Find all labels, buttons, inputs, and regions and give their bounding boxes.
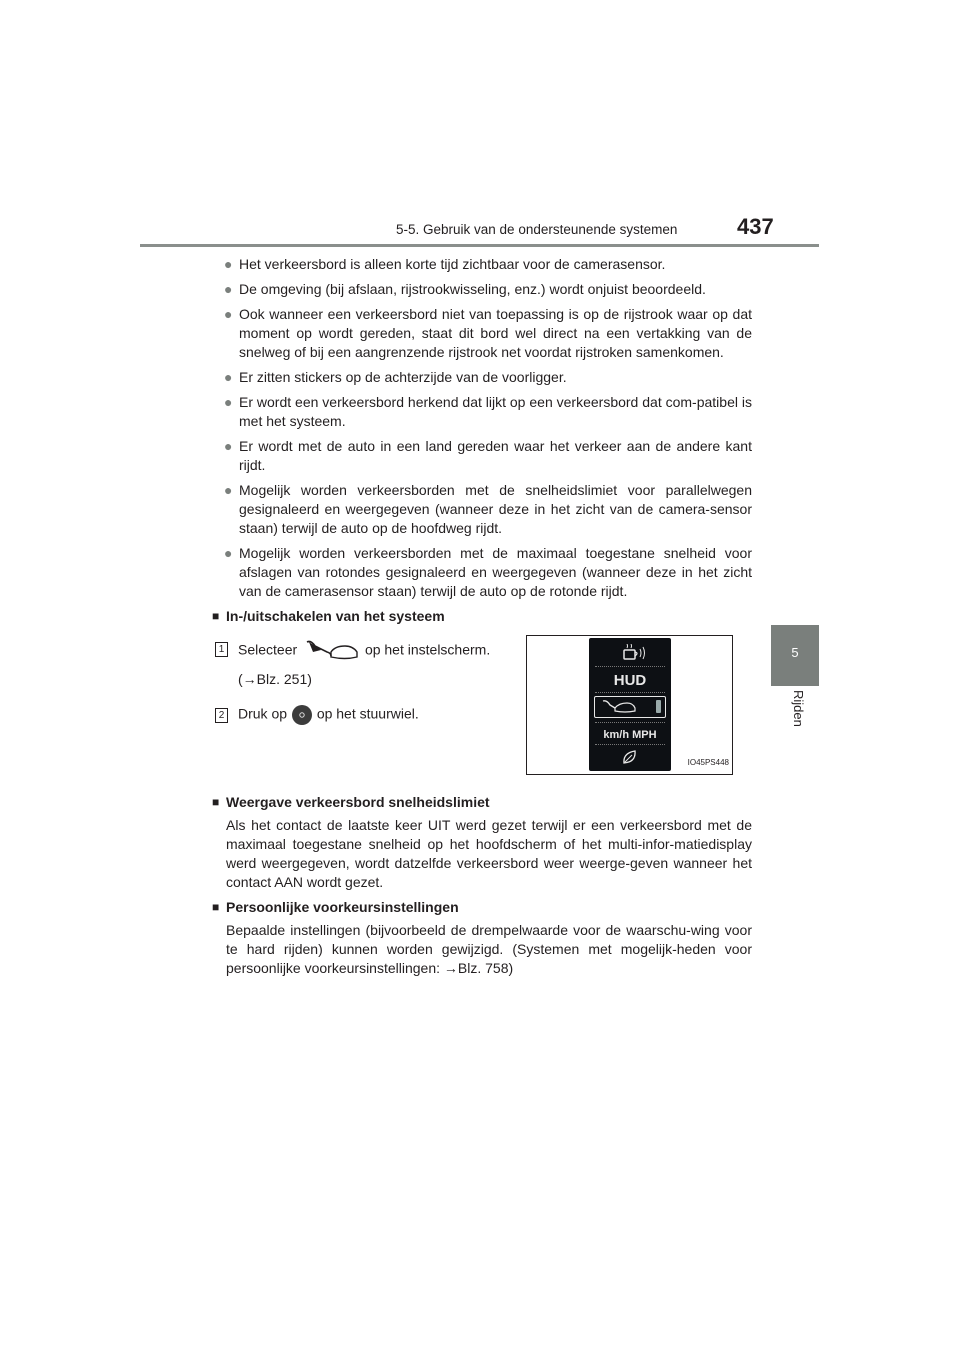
heading-text: In-/uitschakelen van het systeem [226, 608, 445, 624]
separator [595, 744, 665, 746]
section-prefs-text: Bepaalde instellingen (bijvoorbeeld de drempelwaarde voor de waarschu-wing voor te hard rijden) kunnen worden gewijzigd. (Systemen met mogelijk-heden voor persoonlijke voorkeursinstellingen: →Blz. 758) [226, 922, 752, 976]
bullet-text: Ook wanneer een verkeersbord niet van toepassing is op de rijstrook waar op dat moment op wordt gereden, staat dit bord wel direct na een vertakking van de snelweg of bij een aangrenzende rijstrook net voordat rijstroken samenkomen. [239, 306, 752, 360]
separator [595, 666, 665, 668]
chapter-label: Rijden [791, 690, 806, 727]
section-heading-onoff [212, 607, 752, 626]
car-settings-icon [301, 638, 361, 664]
section-heading-display [212, 793, 752, 812]
bullet-circle-icon: ● [224, 394, 233, 410]
bullet-text: Er zitten stickers op de achterzijde van de voorligger. [239, 369, 567, 385]
section-display-text: Als het contact de laatste keer UIT werd gezet terwijl er een verkeersbord met de maximaal toegestane snelheid op het hoofdscherm of het multi-infor-matiedisplay werd weergegeven, wordt datzelfde verkeersbord weer weerge-geven wanneer het contact AAN wordt gezet. [226, 817, 752, 890]
bullet-item [212, 437, 752, 475]
step-2-text [238, 704, 419, 726]
bullet-circle-icon: ● [224, 281, 233, 297]
main-content [212, 255, 752, 984]
steps-block [212, 630, 752, 790]
hud-label: HUD [613, 672, 647, 689]
bullet-text: De omgeving (bij afslaan, rijstrookwisseling, enz.) wordt onjuist beoordeeld. [239, 281, 706, 297]
bullet-circle-icon: ● [224, 482, 233, 498]
header-rule [140, 244, 819, 247]
section-heading-prefs [212, 898, 752, 917]
bullet-circle-icon: ● [224, 438, 233, 454]
chapter-tab [771, 625, 819, 686]
square-heading-icon: ■ [212, 795, 220, 809]
bullet-circle-icon: ● [224, 306, 233, 322]
bullet-text: Het verkeersbord is alleen korte tijd zichtbaar voor de camerasensor. [239, 256, 666, 272]
steering-button-icon [291, 704, 313, 726]
bullet-list [212, 255, 752, 601]
units-label: km/h MPH [603, 729, 657, 741]
step-1-pre: Selecteer [238, 641, 298, 658]
bullet-text: Mogelijk worden verkeersborden met de maximaal toegestane snelheid voor afslagen van rotondes gesignaleerd en weergegeven (wanneer deze in het zicht van de camerasensor staan) terwijl de auto op de rotonde rijdt. [239, 545, 752, 599]
bullet-circle-icon: ● [224, 256, 233, 272]
separator [595, 722, 665, 724]
bullet-item [212, 481, 752, 538]
step-2-number: 2 [215, 708, 228, 723]
bullet-item [212, 393, 752, 431]
bullet-text: Mogelijk worden verkeersborden met de snelheidslimiet voor parallelwegen gesignaleerd en weergegeven (wanneer deze in het zicht van de camera-sensor staan) terwijl de auto op de hoofdweg rijdt. [239, 482, 752, 536]
bullet-item [212, 255, 752, 274]
bullet-text: Er wordt een verkeersbord herkend dat lijkt op een verkeersbord dat com-patibel is met het systeem. [239, 394, 752, 429]
hud-settings-figure [526, 635, 733, 775]
step-1-text [238, 638, 490, 664]
step-2-post: op het stuurwiel. [316, 705, 419, 722]
coffee-cup-icon [621, 644, 649, 662]
car-hud-icon [601, 699, 641, 715]
step-1-reference: (→Blz. 251) [238, 671, 312, 687]
heading-text: Weergave verkeersbord snelheidslimiet [226, 794, 490, 810]
chapter-number: 5 [791, 645, 799, 660]
selected-row [594, 696, 666, 718]
step-1-post: op het instelscherm. [364, 641, 491, 658]
bullet-item [212, 368, 752, 387]
bullet-circle-icon: ● [224, 369, 233, 385]
square-heading-icon: ■ [212, 609, 220, 623]
hud-screen [589, 638, 671, 771]
bullet-circle-icon: ● [224, 545, 233, 561]
page-number: 437 [737, 214, 774, 239]
toggle-indicator [656, 700, 661, 713]
bullet-item [212, 280, 752, 299]
bullet-item [212, 305, 752, 362]
step-2-pre: Druk op [238, 705, 288, 722]
bullet-text: Er wordt met de auto in een land gereden waar het verkeer aan de andere kant rijdt. [239, 438, 752, 473]
square-heading-icon: ■ [212, 900, 220, 914]
step-1-number: 1 [215, 642, 228, 657]
heading-text: Persoonlijke voorkeursinstellingen [226, 899, 459, 915]
header-section-title: 5-5. Gebruik van de ondersteunende systemen [396, 222, 678, 237]
eco-leaf-icon [621, 748, 639, 766]
separator [595, 692, 665, 694]
bullet-item [212, 544, 752, 601]
figure-code: IO45PS448 [687, 758, 729, 767]
